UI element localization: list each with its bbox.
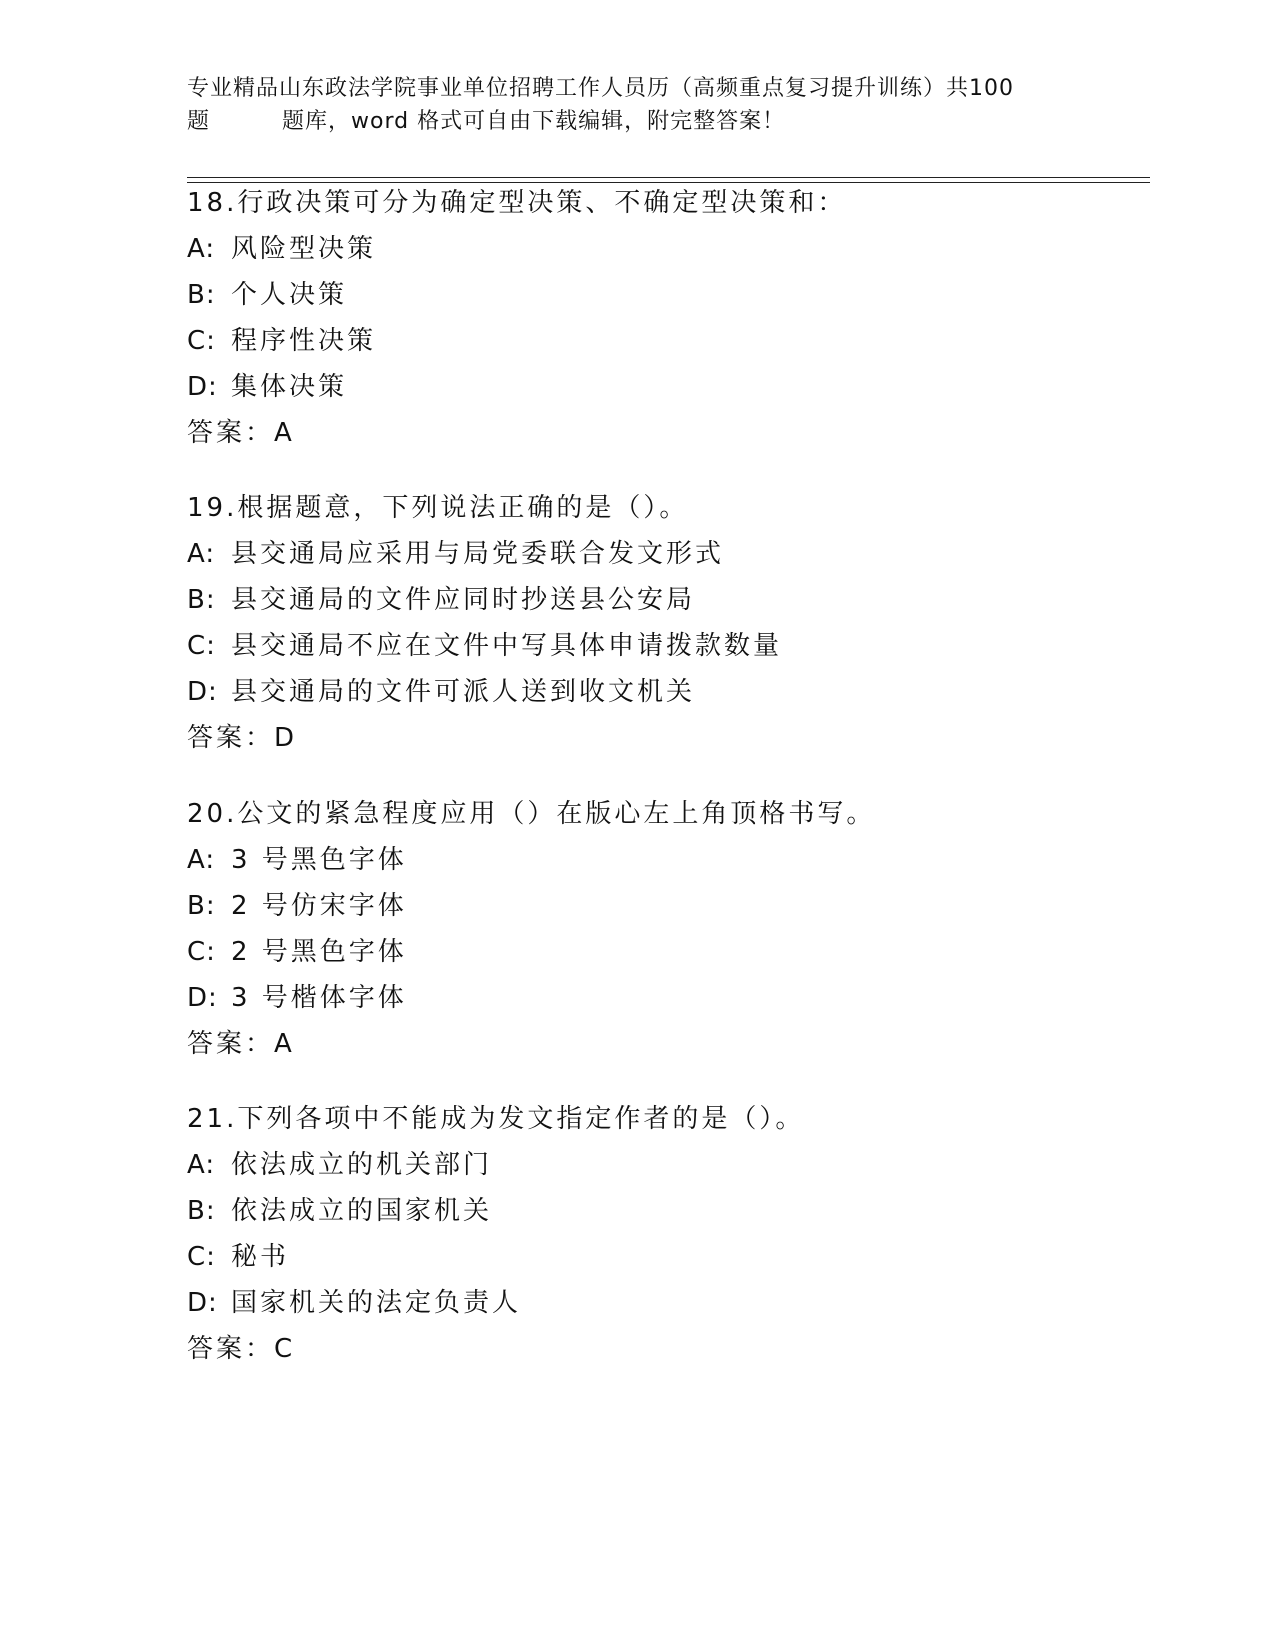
- option-letter: A:: [187, 1150, 216, 1180]
- option-c: [187, 1234, 1147, 1280]
- option-b: [187, 577, 1147, 623]
- header-title-line2-start: 题: [187, 109, 211, 134]
- option-text: 秘书: [231, 1242, 290, 1272]
- option-text: 程序性决策: [231, 326, 377, 356]
- option-text: 2 号黑色字体: [231, 937, 407, 967]
- option-letter: A:: [187, 539, 216, 569]
- option-letter: A:: [187, 234, 216, 264]
- option-text: 2 号仿宋字体: [231, 891, 407, 921]
- option-d: [187, 975, 1147, 1021]
- option-letter: B:: [187, 280, 216, 310]
- option-text: 3 号楷体字体: [231, 983, 407, 1013]
- answer-line: 答案：D: [187, 723, 298, 753]
- option-text: 风险型决策: [231, 234, 377, 264]
- option-text: 县交通局的文件可派人送到收文机关: [231, 677, 696, 707]
- option-letter: D:: [187, 677, 218, 707]
- option-letter: C:: [187, 1242, 216, 1272]
- answer-line: 答案：C: [187, 1334, 296, 1364]
- option-c: [187, 929, 1147, 975]
- option-text: 县交通局的文件应同时抄送县公安局: [231, 585, 696, 615]
- option-d: [187, 1280, 1147, 1326]
- option-a: [187, 531, 1147, 577]
- option-letter: D:: [187, 372, 218, 402]
- option-d: [187, 364, 1147, 410]
- option-b: [187, 1188, 1147, 1234]
- option-b: [187, 883, 1147, 929]
- question-block: [187, 180, 1147, 456]
- option-b: [187, 272, 1147, 318]
- option-d: [187, 669, 1147, 715]
- option-c: [187, 318, 1147, 364]
- option-letter: C:: [187, 937, 216, 967]
- option-text: 县交通局不应在文件中写具体申请拨款数量: [231, 631, 783, 661]
- question-block: [187, 485, 1147, 761]
- question-stem: 18.行政决策可分为确定型决策、不确定型决策和：: [187, 188, 847, 218]
- option-letter: B:: [187, 891, 216, 921]
- header-title-line1: 专业精品山东政法学院事业单位招聘工作人员历（高频重点复习提升训练）共100: [187, 76, 1014, 101]
- question-stem: 20.公文的紧急程度应用（）在版心左上角顶格书写。: [187, 799, 876, 829]
- option-text: 依法成立的机关部门: [231, 1150, 493, 1180]
- option-a: [187, 1142, 1147, 1188]
- option-text: 个人决策: [231, 280, 348, 310]
- option-letter: C:: [187, 631, 216, 661]
- option-letter: D:: [187, 983, 218, 1013]
- question-stem: 21.下列各项中不能成为发文指定作者的是（）。: [187, 1104, 805, 1134]
- answer-line: 答案：A: [187, 1029, 295, 1059]
- header-title-line2: [187, 105, 1087, 138]
- question-stem: 19.根据题意，下列说法正确的是（）。: [187, 493, 689, 523]
- option-letter: A:: [187, 845, 216, 875]
- header-title-line2-rest: 题库，word 格式可自由下载编辑，附完整答案！: [282, 109, 786, 134]
- option-text: 国家机关的法定负责人: [231, 1288, 522, 1318]
- option-letter: D:: [187, 1288, 218, 1318]
- question-block: [187, 1096, 1147, 1372]
- answer-line: 答案：A: [187, 418, 295, 448]
- option-c: [187, 623, 1147, 669]
- header-divider-top: [187, 177, 1150, 178]
- option-letter: B:: [187, 1196, 216, 1226]
- question-block: [187, 791, 1147, 1067]
- option-letter: C:: [187, 326, 216, 356]
- option-text: 3 号黑色字体: [231, 845, 407, 875]
- option-text: 依法成立的国家机关: [231, 1196, 493, 1226]
- option-text: 县交通局应采用与局党委联合发文形式: [231, 539, 725, 569]
- option-text: 集体决策: [231, 372, 348, 402]
- document-header: [187, 72, 1087, 138]
- option-a: [187, 837, 1147, 883]
- option-a: [187, 226, 1147, 272]
- option-letter: B:: [187, 585, 216, 615]
